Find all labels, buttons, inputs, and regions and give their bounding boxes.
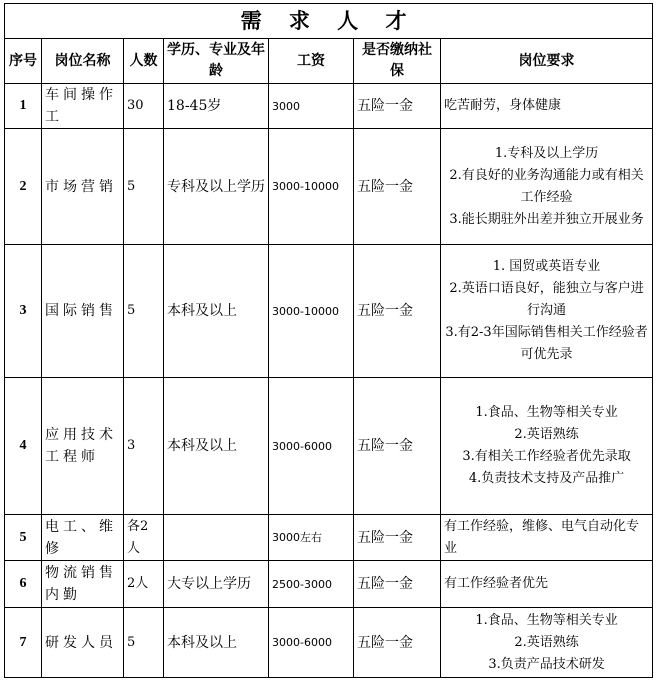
requirement-line: 1.专科及以上学历: [494, 145, 599, 161]
table-row: [5, 561, 653, 608]
requirements: [441, 129, 653, 245]
row-number: 4: [5, 378, 42, 515]
requirement-line: 吃苦耐劳，身体健康: [444, 98, 562, 113]
salary: 2500-3000: [269, 561, 354, 608]
requirement-line: 3.有2-3年国际销售相关工作经验者可优先录: [445, 325, 648, 362]
header-row: [5, 39, 653, 84]
table-row: [5, 378, 653, 515]
headcount: 各2人: [124, 515, 164, 561]
header-count: 人数: [124, 39, 164, 84]
requirement-line: 2.英语熟练: [514, 427, 579, 442]
salary: 3000-6000: [269, 608, 354, 678]
position-name: 应用技术工程师: [42, 378, 124, 515]
salary: 3000-10000: [269, 129, 354, 245]
jobs-table: [4, 3, 653, 678]
requirement-line: 4.负责技术支持及产品推广: [468, 471, 625, 486]
education: 专科及以上学历: [164, 129, 269, 245]
header-requirements: 岗位要求: [441, 39, 653, 84]
headcount: 2人: [124, 561, 164, 608]
row-number: 3: [5, 245, 42, 378]
requirement-line: 2.英语熟练: [514, 634, 579, 650]
row-number: 7: [5, 608, 42, 678]
header-no: 序号: [5, 39, 42, 84]
table-row: [5, 84, 653, 129]
headcount: 5: [124, 245, 164, 378]
education: 大专以上学历: [164, 561, 269, 608]
requirements: [441, 378, 653, 515]
headcount: 5: [124, 608, 164, 678]
table-row: [5, 129, 653, 245]
requirements: [441, 515, 653, 561]
requirements: [441, 608, 653, 678]
position-name: 市场营销: [42, 129, 124, 245]
requirement-line: 有工作经验，维修、电气自动化专业: [444, 518, 640, 556]
requirements: [441, 245, 653, 378]
headcount: 5: [124, 129, 164, 245]
salary: 3000-10000: [269, 245, 354, 378]
education: 本科及以上: [164, 608, 269, 678]
position-name: 研发人员: [42, 608, 124, 678]
insurance: 五险一金: [354, 561, 441, 608]
insurance: 五险一金: [354, 608, 441, 678]
requirement-line: 3.能长期驻外出差并独立开展业务: [449, 211, 644, 227]
requirement-line: 有工作经验者优先: [444, 576, 549, 591]
table-row: [5, 608, 653, 678]
requirement-line: 2.有良好的业务沟通能力或有相关工作经验: [449, 167, 644, 205]
insurance: 五险一金: [354, 84, 441, 129]
salary: 3000: [269, 84, 354, 129]
header-salary: 工资: [269, 39, 354, 84]
requirement-line: 1.食品、生物等相关专业: [475, 612, 618, 628]
position-name: 物流销售内勤: [42, 561, 124, 608]
header-insurance: 是否缴纳社保: [354, 39, 441, 84]
requirements: [441, 84, 653, 129]
education: [164, 515, 269, 561]
title-row: [5, 4, 653, 39]
header-education: 学历、专业及年龄: [164, 39, 269, 84]
row-number: 5: [5, 515, 42, 561]
insurance: 五险一金: [354, 515, 441, 561]
row-number: 2: [5, 129, 42, 245]
insurance: 五险一金: [354, 129, 441, 245]
insurance: 五险一金: [354, 378, 441, 515]
row-number: 6: [5, 561, 42, 608]
table-row: [5, 245, 653, 378]
education: 本科及以上: [164, 245, 269, 378]
salary: 3000左右: [269, 515, 354, 561]
insurance: 五险一金: [354, 245, 441, 378]
headcount: 3: [124, 378, 164, 515]
requirement-line: 1.食品、生物等相关专业: [475, 405, 618, 420]
requirement-line: 1. 国贸或英语专业: [492, 259, 601, 274]
requirement-line: 3.负责产品技术研发: [488, 656, 605, 672]
table-title: 需 求 人 才: [5, 4, 653, 39]
position-name: 电工、维修: [42, 515, 124, 561]
row-number: 1: [5, 84, 42, 129]
requirements: [441, 561, 653, 608]
requirement-line: 2.英语口语良好，能独立与客户进行沟通: [449, 281, 644, 318]
position-name: 国际销售: [42, 245, 124, 378]
position-name: 车间操作工: [42, 84, 124, 129]
headcount: 30: [124, 84, 164, 129]
requirement-line: 3.有相关工作经验者优先录取: [462, 449, 631, 464]
education: 18-45岁: [164, 84, 269, 129]
education: 本科及以上: [164, 378, 269, 515]
table-row: [5, 515, 653, 561]
header-position: 岗位名称: [42, 39, 124, 84]
salary: 3000-6000: [269, 378, 354, 515]
